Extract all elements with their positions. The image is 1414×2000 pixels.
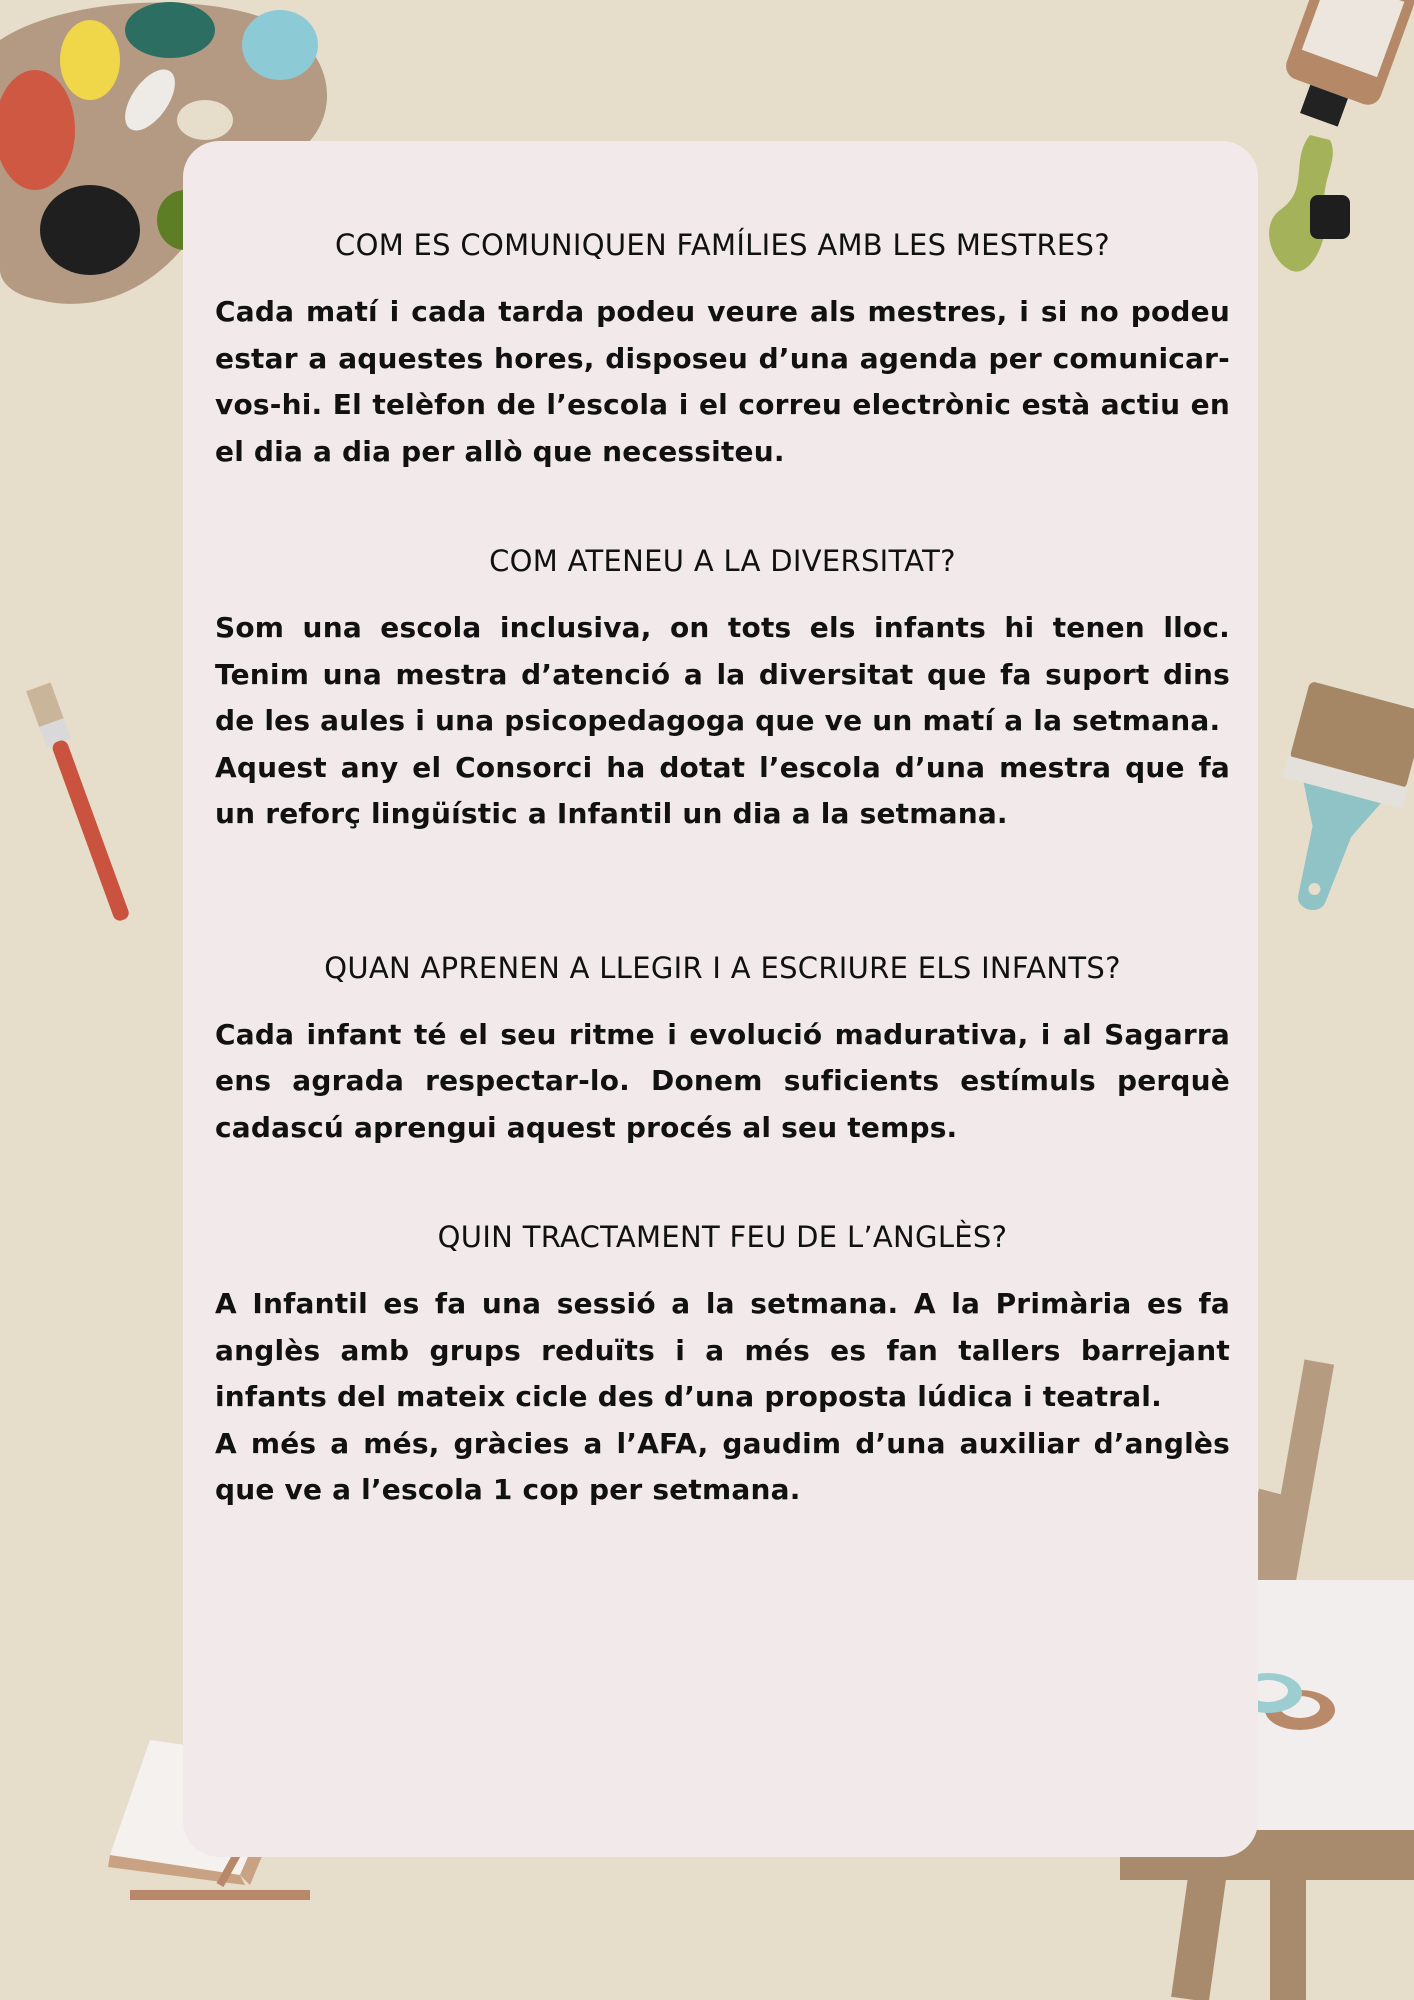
question-heading: QUAN APRENEN A LLEGIR I A ESCRIURE ELS INFANTS? xyxy=(324,950,1121,985)
answer-text xyxy=(215,1281,1230,1514)
answer-paragraph: Som una escola inclusiva, on tots els infants hi tenen lloc. Tenim una mestra d’atenció a la diversitat que fa suport dins de les aules i una psicopedagoga que ve un matí a la setmana. xyxy=(215,611,1230,737)
wide-brush-icon xyxy=(1240,680,1414,920)
answer-text xyxy=(215,1012,1230,1152)
answer-paragraph: Cada matí i cada tarda podeu veure als mestres, i si no podeu estar a aquestes hores, disposeu d’una agenda per comunicar-vos-hi. El telèfon de l’escola i el correu electrònic està actiu en el dia a dia per allò que necessiteu. xyxy=(215,295,1230,468)
answer-text xyxy=(215,289,1230,475)
question-heading: COM ES COMUNIQUEN FAMÍLIES AMB LES MESTRES? xyxy=(335,228,1110,262)
answer-paragraph: A més a més, gràcies a l’AFA, gaudim d’una auxiliar d’anglès que ve a l’escola 1 cop per setmana. xyxy=(215,1426,1230,1506)
answer-paragraph: Aquest any el Consorci ha dotat l’escola d’una mestra que fa un reforç lingüístic a Infantil un dia a la setmana. xyxy=(215,750,1230,830)
faq-content xyxy=(215,205,1230,1514)
answer-paragraph: Cada infant té el seu ritme i evolució madurativa, i al Sagarra ens agrada respectar-lo. Donem suficients estímuls perquè cadascú aprengui aquest procés al seu temps. xyxy=(215,1017,1230,1144)
thin-brush-icon xyxy=(20,680,150,940)
question-heading: QUIN TRACTAMENT FEU DE L’ANGLÈS? xyxy=(437,1220,1008,1254)
answer-paragraph: A Infantil es fa una sessió a la setmana. A la Primària es fa anglès amb grups reduïts i a més es fan tallers barrejant infants del mateix cicle des d’una proposta lúdica i teatral. xyxy=(215,1287,1230,1413)
question-heading: COM ATENEU A LA DIVERSITAT? xyxy=(489,544,956,578)
answer-text xyxy=(215,605,1230,838)
